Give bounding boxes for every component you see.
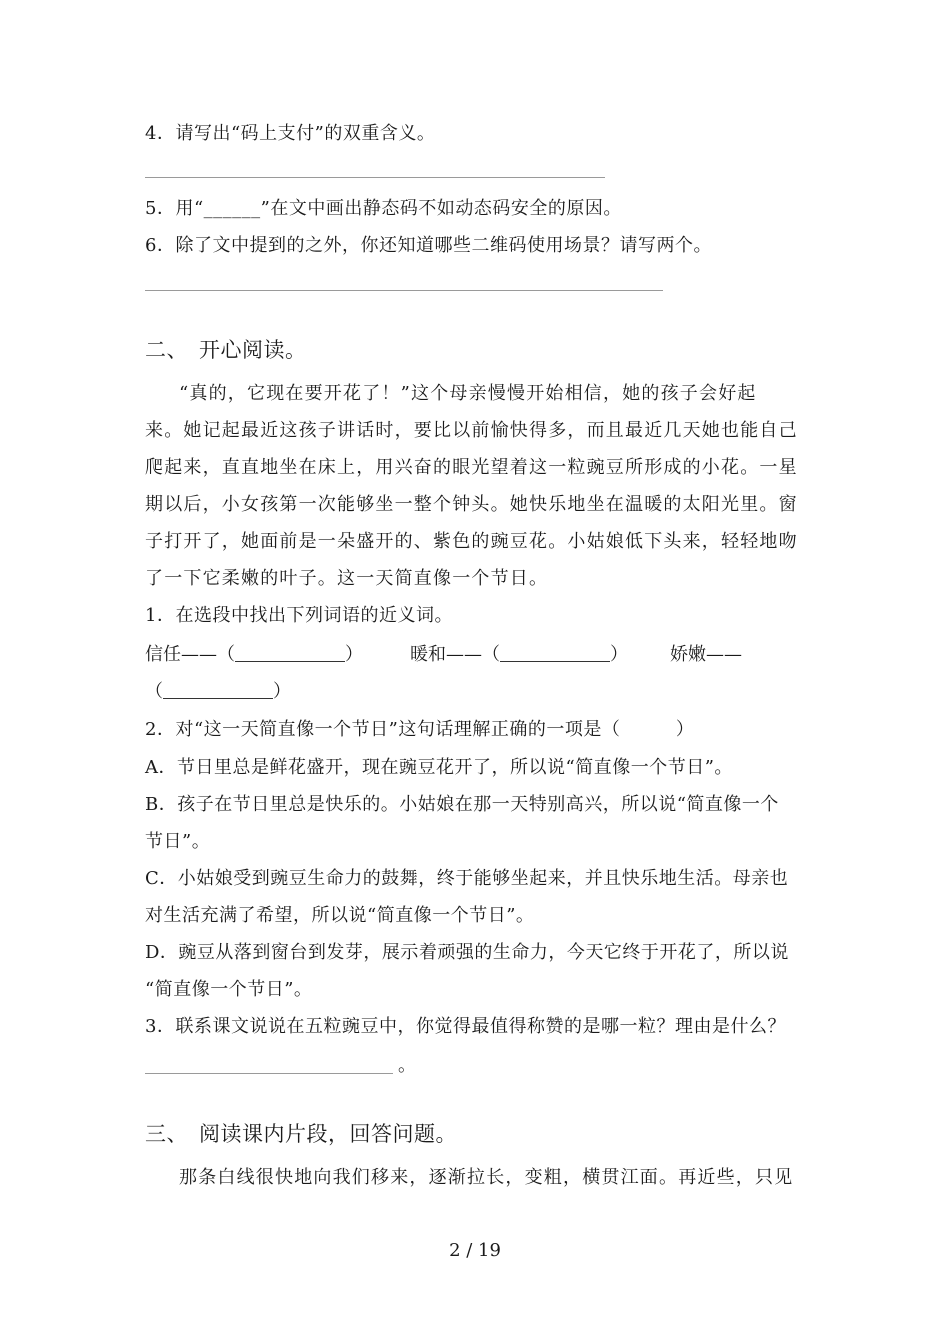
option-c: C．小姑娘受到豌豆生命力的鼓舞，终于能够坐起来，并且快乐地生活。母亲也 [145,868,789,889]
question-6: 6．除了文中提到的之外，你还知道哪些二维码使用场景？请写两个。 [145,235,712,256]
page-number: 2 / 19 [449,1240,501,1261]
passage-3-line: 那条白线很快地向我们移来，逐渐拉长，变粗，横贯江面。再近些，只见 [179,1167,794,1188]
answer-line-q4 [145,177,605,178]
section-3-heading: 三、 阅读课内片段，回答问题。 [145,1122,457,1146]
passage-2-line: 了一下它柔嫩的叶子。这一天简直像一个节日。 [145,568,549,589]
passage-2-line: “真的，它现在要开花了！”这个母亲慢慢开始相信，她的孩子会好起 [179,383,757,404]
answer-line-s2q3 [145,1073,393,1074]
question-5-underline: ______ [203,198,261,219]
bracket-open: （ [217,644,235,665]
question-5-prefix: 5．用“ [145,198,204,219]
passage-2-line: 来。她记起最近这孩子讲话时，要比以前愉快得多，而且最近几天她也能自己 [145,420,798,441]
question-5-suffix: ”在文中画出静态码不如动态码安全的原因。 [260,198,622,219]
option-d-continued: “简直像一个节日”。 [145,979,313,1000]
synonym-word: 暖和—— [410,644,482,665]
section-2-question-3: 3．联系课文说说在五粒豌豆中，你觉得最值得称赞的是哪一粒？理由是什么？ [145,1016,786,1037]
answer-period: 。 [398,1055,417,1076]
synonym-item-tender-blank [145,680,291,704]
option-b: B．孩子在节日里总是快乐的。小姑娘在那一天特别高兴，所以说“简直像一个 [145,794,779,815]
option-b-continued: 节日”。 [145,831,211,852]
bracket-close: ） [273,681,291,702]
section-2-heading: 二、 开心阅读。 [145,338,307,362]
passage-2-line: 子打开了，她面前是一朵盛开的、紫色的豌豆花。小姑娘低下头来，轻轻地吻 [145,531,798,552]
option-d: D．豌豆从落到窗台到发芽，展示着顽强的生命力，今天它终于开花了，所以说 [145,942,789,963]
section-2-question-2: 2．对“这一天简直像一个节日”这句话理解正确的一项是（ ） [145,719,695,740]
option-a: A．节日里总是鲜花盛开，现在豌豆花开了，所以说“简直像一个节日”。 [145,757,733,778]
synonym-word: 信任—— [145,644,217,665]
answer-line-q6 [145,290,663,291]
synonym-item-tender [670,643,742,667]
bracket-open: （ [482,644,500,665]
bracket-close: ） [345,644,363,665]
bracket-open: （ [145,681,163,702]
synonym-item-warm [410,643,628,667]
question-5 [145,197,622,221]
passage-2-line: 期以后，小女孩第一次能够坐一整个钟头。她快乐地坐在温暖的太阳光里。窗 [145,494,798,515]
synonym-blank [163,680,273,699]
bracket-close: ） [610,644,628,665]
question-4: 4．请写出“码上支付”的双重含义。 [145,123,436,144]
synonym-blank [500,643,610,662]
section-2-question-1: 1．在选段中找出下列词语的近义词。 [145,605,453,626]
passage-2-line: 爬起来，直直地坐在床上，用兴奋的眼光望着这一粒豌豆所形成的小花。一星 [145,457,798,478]
synonym-blank [235,643,345,662]
option-c-continued: 对生活充满了希望，所以说“简直像一个节日”。 [145,905,535,926]
synonym-item-trust [145,643,363,667]
synonym-word: 娇嫩—— [670,644,742,665]
